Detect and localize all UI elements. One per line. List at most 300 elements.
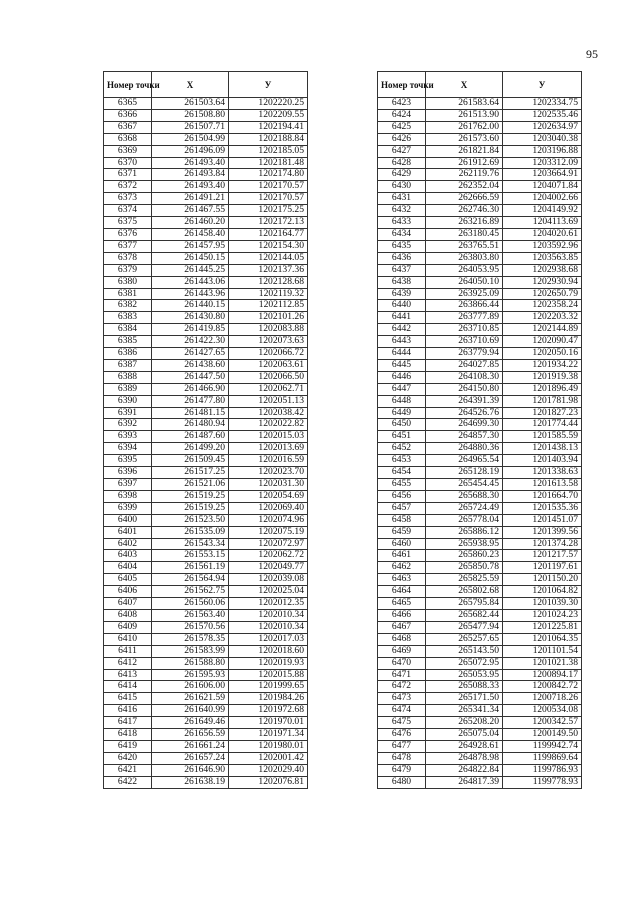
table-row <box>378 431 582 443</box>
point-number-cell: 6375 <box>104 217 152 229</box>
table-row <box>104 752 308 764</box>
point-number-cell: 6392 <box>104 419 152 431</box>
table-row <box>378 181 582 193</box>
table-row <box>378 395 582 407</box>
point-number-cell: 6378 <box>104 252 152 264</box>
point-number-cell: 6451 <box>378 431 426 443</box>
y-coordinate-cell: 1202069.40 <box>229 502 308 514</box>
y-coordinate-cell: 1202172.13 <box>229 217 308 229</box>
x-coordinate-cell: 261487.60 <box>152 431 229 443</box>
x-coordinate-cell: 261570.56 <box>152 621 229 633</box>
point-number-cell: 6477 <box>378 740 426 752</box>
header-y: У <box>229 72 308 98</box>
x-coordinate-cell: 261553.15 <box>152 550 229 562</box>
point-number-cell: 6432 <box>378 205 426 217</box>
table-row <box>378 98 582 110</box>
table-row <box>378 312 582 324</box>
y-coordinate-cell: 1201338.63 <box>503 467 582 479</box>
x-coordinate-cell: 265171.50 <box>426 693 503 705</box>
y-coordinate-cell: 1202015.88 <box>229 669 308 681</box>
x-coordinate-cell: 265682.44 <box>426 609 503 621</box>
y-coordinate-cell: 1201150.20 <box>503 574 582 586</box>
x-coordinate-cell: 263216.89 <box>426 217 503 229</box>
point-number-cell: 6372 <box>104 181 152 193</box>
x-coordinate-cell: 261508.80 <box>152 109 229 121</box>
y-coordinate-cell: 1202073.63 <box>229 336 308 348</box>
x-coordinate-cell: 261583.99 <box>152 645 229 657</box>
point-number-cell: 6452 <box>378 443 426 455</box>
table-row <box>104 395 308 407</box>
point-number-cell: 6399 <box>104 502 152 514</box>
y-coordinate-cell: 1202181.48 <box>229 157 308 169</box>
x-coordinate-cell: 265724.49 <box>426 502 503 514</box>
header-y: У <box>503 72 582 98</box>
x-coordinate-cell: 261519.25 <box>152 490 229 502</box>
y-coordinate-cell: 1202650.79 <box>503 288 582 300</box>
x-coordinate-cell: 264817.39 <box>426 776 503 788</box>
y-coordinate-cell: 1204020.61 <box>503 228 582 240</box>
point-number-cell: 6411 <box>104 645 152 657</box>
y-coordinate-cell: 1200894.17 <box>503 669 582 681</box>
table-row <box>378 526 582 538</box>
point-number-cell: 6380 <box>104 276 152 288</box>
x-coordinate-cell: 265850.78 <box>426 562 503 574</box>
point-number-cell: 6412 <box>104 657 152 669</box>
x-coordinate-cell: 262119.76 <box>426 169 503 181</box>
point-number-cell: 6458 <box>378 514 426 526</box>
point-number-cell: 6429 <box>378 169 426 181</box>
table-row <box>378 705 582 717</box>
point-number-cell: 6421 <box>104 764 152 776</box>
x-coordinate-cell: 261578.35 <box>152 633 229 645</box>
point-number-cell: 6441 <box>378 312 426 324</box>
point-number-cell: 6472 <box>378 681 426 693</box>
table-row <box>104 264 308 276</box>
y-coordinate-cell: 1201197.61 <box>503 562 582 574</box>
table-row <box>378 729 582 741</box>
x-coordinate-cell: 261563.40 <box>152 609 229 621</box>
y-coordinate-cell: 1202164.77 <box>229 228 308 240</box>
table-row <box>378 586 582 598</box>
x-coordinate-cell: 261422.30 <box>152 336 229 348</box>
table-row <box>378 502 582 514</box>
point-number-cell: 6435 <box>378 240 426 252</box>
x-coordinate-cell: 261640.99 <box>152 705 229 717</box>
table-row <box>378 419 582 431</box>
table-row <box>104 514 308 526</box>
x-coordinate-cell: 264108.30 <box>426 371 503 383</box>
y-coordinate-cell: 1203563.85 <box>503 252 582 264</box>
y-coordinate-cell: 1203196.88 <box>503 145 582 157</box>
table-row <box>104 490 308 502</box>
point-number-cell: 6446 <box>378 371 426 383</box>
y-coordinate-cell: 1201919.38 <box>503 371 582 383</box>
point-number-cell: 6473 <box>378 693 426 705</box>
table-row <box>104 276 308 288</box>
table-row <box>104 121 308 133</box>
point-number-cell: 6428 <box>378 157 426 169</box>
y-coordinate-cell: 1200842.72 <box>503 681 582 693</box>
y-coordinate-cell: 1202938.68 <box>503 264 582 276</box>
point-number-cell: 6437 <box>378 264 426 276</box>
point-number-cell: 6376 <box>104 228 152 240</box>
x-coordinate-cell: 264878.98 <box>426 752 503 764</box>
point-number-cell: 6394 <box>104 443 152 455</box>
table-row <box>378 467 582 479</box>
y-coordinate-cell: 1202075.19 <box>229 526 308 538</box>
point-number-cell: 6384 <box>104 324 152 336</box>
x-coordinate-cell: 264822.84 <box>426 764 503 776</box>
x-coordinate-cell: 265072.95 <box>426 657 503 669</box>
table-row <box>378 609 582 621</box>
y-coordinate-cell: 1201971.34 <box>229 729 308 741</box>
y-coordinate-cell: 1202015.03 <box>229 431 308 443</box>
table-row <box>104 538 308 550</box>
table-row <box>378 693 582 705</box>
y-coordinate-cell: 1202174.80 <box>229 169 308 181</box>
y-coordinate-cell: 1201438.13 <box>503 443 582 455</box>
table-row <box>378 205 582 217</box>
y-coordinate-cell: 1200534.08 <box>503 705 582 717</box>
point-number-cell: 6402 <box>104 538 152 550</box>
y-coordinate-cell: 1199869.64 <box>503 752 582 764</box>
table-row <box>104 740 308 752</box>
table-row <box>104 693 308 705</box>
point-number-cell: 6462 <box>378 562 426 574</box>
point-number-cell: 6417 <box>104 717 152 729</box>
point-number-cell: 6467 <box>378 621 426 633</box>
x-coordinate-cell: 261493.40 <box>152 157 229 169</box>
x-coordinate-cell: 265208.20 <box>426 717 503 729</box>
y-coordinate-cell: 1201399.56 <box>503 526 582 538</box>
table-row <box>378 764 582 776</box>
x-coordinate-cell: 265143.50 <box>426 645 503 657</box>
table-row <box>378 348 582 360</box>
y-coordinate-cell: 1201781.98 <box>503 395 582 407</box>
point-number-cell: 6463 <box>378 574 426 586</box>
table-row <box>378 455 582 467</box>
y-coordinate-cell: 1201896.49 <box>503 383 582 395</box>
table-row <box>104 407 308 419</box>
x-coordinate-cell: 261535.09 <box>152 526 229 538</box>
y-coordinate-cell: 1201021.38 <box>503 657 582 669</box>
x-coordinate-cell: 263777.89 <box>426 312 503 324</box>
point-number-cell: 6430 <box>378 181 426 193</box>
point-number-cell: 6466 <box>378 609 426 621</box>
x-coordinate-cell: 263765.51 <box>426 240 503 252</box>
table-row <box>104 705 308 717</box>
table-row <box>104 348 308 360</box>
x-coordinate-cell: 261457.95 <box>152 240 229 252</box>
point-number-cell: 6407 <box>104 598 152 610</box>
y-coordinate-cell: 1201064.35 <box>503 633 582 645</box>
y-coordinate-cell: 1202154.30 <box>229 240 308 252</box>
y-coordinate-cell: 1202170.57 <box>229 193 308 205</box>
point-number-cell: 6438 <box>378 276 426 288</box>
table-row <box>378 598 582 610</box>
y-coordinate-cell: 1202535.46 <box>503 109 582 121</box>
header-point-number: Номер точки <box>378 72 426 98</box>
table-row <box>378 633 582 645</box>
x-coordinate-cell: 261509.45 <box>152 455 229 467</box>
table-row <box>104 502 308 514</box>
point-number-cell: 6389 <box>104 383 152 395</box>
coordinates-table-left <box>103 71 308 789</box>
x-coordinate-cell: 263710.85 <box>426 324 503 336</box>
table-row <box>104 431 308 443</box>
x-coordinate-cell: 265454.45 <box>426 479 503 491</box>
table-row <box>378 669 582 681</box>
x-coordinate-cell: 265938.95 <box>426 538 503 550</box>
table-row <box>378 145 582 157</box>
x-coordinate-cell: 261588.80 <box>152 657 229 669</box>
table-row <box>378 109 582 121</box>
table-row <box>378 645 582 657</box>
x-coordinate-cell: 261504.99 <box>152 133 229 145</box>
table-row <box>378 336 582 348</box>
point-number-cell: 6405 <box>104 574 152 586</box>
point-number-cell: 6383 <box>104 312 152 324</box>
point-number-cell: 6401 <box>104 526 152 538</box>
point-number-cell: 6369 <box>104 145 152 157</box>
x-coordinate-cell: 263925.09 <box>426 288 503 300</box>
y-coordinate-cell: 1201585.59 <box>503 431 582 443</box>
y-coordinate-cell: 1202188.84 <box>229 133 308 145</box>
y-coordinate-cell: 1201024.23 <box>503 609 582 621</box>
point-number-cell: 6448 <box>378 395 426 407</box>
table-row <box>378 157 582 169</box>
y-coordinate-cell: 1201403.94 <box>503 455 582 467</box>
point-number-cell: 6425 <box>378 121 426 133</box>
point-number-cell: 6408 <box>104 609 152 621</box>
point-number-cell: 6426 <box>378 133 426 145</box>
y-coordinate-cell: 1202203.32 <box>503 312 582 324</box>
point-number-cell: 6476 <box>378 729 426 741</box>
x-coordinate-cell: 261496.09 <box>152 145 229 157</box>
y-coordinate-cell: 1202051.13 <box>229 395 308 407</box>
x-coordinate-cell: 261477.80 <box>152 395 229 407</box>
y-coordinate-cell: 1204002.66 <box>503 193 582 205</box>
y-coordinate-cell: 1200718.26 <box>503 693 582 705</box>
y-coordinate-cell: 1201225.81 <box>503 621 582 633</box>
x-coordinate-cell: 261493.40 <box>152 181 229 193</box>
point-number-cell: 6424 <box>378 109 426 121</box>
x-coordinate-cell: 261560.06 <box>152 598 229 610</box>
table-row <box>378 121 582 133</box>
point-number-cell: 6398 <box>104 490 152 502</box>
point-number-cell: 6442 <box>378 324 426 336</box>
y-coordinate-cell: 1201374.28 <box>503 538 582 550</box>
y-coordinate-cell: 1202018.60 <box>229 645 308 657</box>
table-row <box>104 205 308 217</box>
point-number-cell: 6367 <box>104 121 152 133</box>
point-number-cell: 6469 <box>378 645 426 657</box>
x-coordinate-cell: 264526.76 <box>426 407 503 419</box>
x-coordinate-cell: 265795.84 <box>426 598 503 610</box>
y-coordinate-cell: 1202119.32 <box>229 288 308 300</box>
point-number-cell: 6460 <box>378 538 426 550</box>
point-number-cell: 6393 <box>104 431 152 443</box>
y-coordinate-cell: 1203592.96 <box>503 240 582 252</box>
point-number-cell: 6479 <box>378 764 426 776</box>
point-number-cell: 6475 <box>378 717 426 729</box>
table-row <box>104 550 308 562</box>
table-row <box>104 157 308 169</box>
point-number-cell: 6456 <box>378 490 426 502</box>
x-coordinate-cell: 261427.65 <box>152 348 229 360</box>
x-coordinate-cell: 261430.80 <box>152 312 229 324</box>
x-coordinate-cell: 263710.69 <box>426 336 503 348</box>
point-number-cell: 6406 <box>104 586 152 598</box>
y-coordinate-cell: 1202334.75 <box>503 98 582 110</box>
y-coordinate-cell: 1202010.34 <box>229 621 308 633</box>
y-coordinate-cell: 1202029.40 <box>229 764 308 776</box>
y-coordinate-cell: 1204113.69 <box>503 217 582 229</box>
point-number-cell: 6418 <box>104 729 152 741</box>
table-row <box>378 752 582 764</box>
point-number-cell: 6409 <box>104 621 152 633</box>
table-row <box>104 657 308 669</box>
table-row <box>378 740 582 752</box>
table-row <box>104 609 308 621</box>
y-coordinate-cell: 1202076.81 <box>229 776 308 788</box>
coordinates-table-right <box>377 71 582 789</box>
table-header-row <box>378 72 582 98</box>
y-coordinate-cell: 1202090.47 <box>503 336 582 348</box>
y-coordinate-cell: 1202013.69 <box>229 443 308 455</box>
point-number-cell: 6388 <box>104 371 152 383</box>
y-coordinate-cell: 1202220.25 <box>229 98 308 110</box>
point-number-cell: 6371 <box>104 169 152 181</box>
table-row <box>104 312 308 324</box>
table-row <box>378 550 582 562</box>
x-coordinate-cell: 261821.84 <box>426 145 503 157</box>
y-coordinate-cell: 1202063.61 <box>229 359 308 371</box>
y-coordinate-cell: 1203040.38 <box>503 133 582 145</box>
x-coordinate-cell: 265075.04 <box>426 729 503 741</box>
x-coordinate-cell: 261443.06 <box>152 276 229 288</box>
x-coordinate-cell: 264027.85 <box>426 359 503 371</box>
table-row <box>104 169 308 181</box>
y-coordinate-cell: 1202049.77 <box>229 562 308 574</box>
table-row <box>378 562 582 574</box>
table-row <box>104 764 308 776</box>
x-coordinate-cell: 261583.64 <box>426 98 503 110</box>
x-coordinate-cell: 265088.33 <box>426 681 503 693</box>
table-row <box>104 288 308 300</box>
y-coordinate-cell: 1202066.72 <box>229 348 308 360</box>
point-number-cell: 6403 <box>104 550 152 562</box>
table-row <box>104 300 308 312</box>
y-coordinate-cell: 1202019.93 <box>229 657 308 669</box>
point-number-cell: 6443 <box>378 336 426 348</box>
point-number-cell: 6414 <box>104 681 152 693</box>
y-coordinate-cell: 1202072.97 <box>229 538 308 550</box>
point-number-cell: 6416 <box>104 705 152 717</box>
table-row <box>378 359 582 371</box>
x-coordinate-cell: 264857.30 <box>426 431 503 443</box>
point-number-cell: 6470 <box>378 657 426 669</box>
y-coordinate-cell: 1202209.55 <box>229 109 308 121</box>
point-number-cell: 6391 <box>104 407 152 419</box>
x-coordinate-cell: 265053.95 <box>426 669 503 681</box>
y-coordinate-cell: 1202066.50 <box>229 371 308 383</box>
x-coordinate-cell: 265257.65 <box>426 633 503 645</box>
point-number-cell: 6373 <box>104 193 152 205</box>
x-coordinate-cell: 261561.19 <box>152 562 229 574</box>
y-coordinate-cell: 1203312.09 <box>503 157 582 169</box>
x-coordinate-cell: 261480.94 <box>152 419 229 431</box>
y-coordinate-cell: 1202062.71 <box>229 383 308 395</box>
x-coordinate-cell: 261419.85 <box>152 324 229 336</box>
x-coordinate-cell: 263866.44 <box>426 300 503 312</box>
x-coordinate-cell: 265688.30 <box>426 490 503 502</box>
table-row <box>104 479 308 491</box>
y-coordinate-cell: 1202025.04 <box>229 586 308 598</box>
table-row <box>378 193 582 205</box>
table-row <box>104 776 308 788</box>
point-number-cell: 6370 <box>104 157 152 169</box>
x-coordinate-cell: 261519.25 <box>152 502 229 514</box>
point-number-cell: 6366 <box>104 109 152 121</box>
point-number-cell: 6480 <box>378 776 426 788</box>
point-number-cell: 6377 <box>104 240 152 252</box>
table-row <box>104 133 308 145</box>
point-number-cell: 6368 <box>104 133 152 145</box>
x-coordinate-cell: 265128.19 <box>426 467 503 479</box>
y-coordinate-cell: 1199786.93 <box>503 764 582 776</box>
point-number-cell: 6374 <box>104 205 152 217</box>
header-point-number: Номер точки <box>104 72 152 98</box>
point-number-cell: 6404 <box>104 562 152 574</box>
x-coordinate-cell: 261460.20 <box>152 217 229 229</box>
x-coordinate-cell: 261562.75 <box>152 586 229 598</box>
x-coordinate-cell: 261466.90 <box>152 383 229 395</box>
point-number-cell: 6419 <box>104 740 152 752</box>
table-row <box>378 538 582 550</box>
table-row <box>378 324 582 336</box>
point-number-cell: 6471 <box>378 669 426 681</box>
y-coordinate-cell: 1202031.30 <box>229 479 308 491</box>
point-number-cell: 6444 <box>378 348 426 360</box>
y-coordinate-cell: 1202170.57 <box>229 181 308 193</box>
table-row <box>378 169 582 181</box>
point-number-cell: 6427 <box>378 145 426 157</box>
y-coordinate-cell: 1202144.05 <box>229 252 308 264</box>
table-row <box>378 228 582 240</box>
table-row <box>378 776 582 788</box>
table-row <box>104 586 308 598</box>
point-number-cell: 6390 <box>104 395 152 407</box>
y-coordinate-cell: 1201970.01 <box>229 717 308 729</box>
y-coordinate-cell: 1202050.16 <box>503 348 582 360</box>
point-number-cell: 6379 <box>104 264 152 276</box>
table-row <box>378 490 582 502</box>
table-row <box>104 217 308 229</box>
point-number-cell: 6423 <box>378 98 426 110</box>
x-coordinate-cell: 261507.71 <box>152 121 229 133</box>
header-x: X <box>152 72 229 98</box>
table-row <box>378 240 582 252</box>
y-coordinate-cell: 1202185.05 <box>229 145 308 157</box>
y-coordinate-cell: 1202137.36 <box>229 264 308 276</box>
table-row <box>104 562 308 574</box>
table-row <box>378 288 582 300</box>
point-number-cell: 6422 <box>104 776 152 788</box>
table-row <box>104 324 308 336</box>
table-row <box>378 300 582 312</box>
point-number-cell: 6387 <box>104 359 152 371</box>
